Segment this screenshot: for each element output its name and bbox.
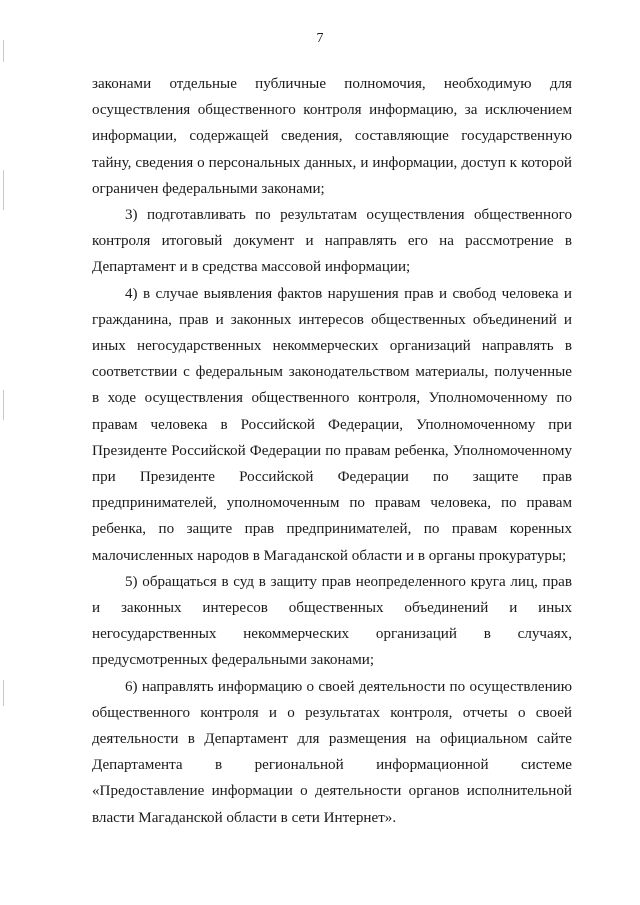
paragraph-item-4: 4) в случае выявления фактов нарушения прав и свобод человека и гражданина, прав и законных интересов общественных объединений и иных негосударственных некоммерческих организаций направлять в соответствии с федеральным законодательством материалы, полученные в ходе осуществления общественного контроля, Уполномоченному по правам человека в Российской Федерации, Уполномоченному при Президенте Российской Федерации по правам ребенка, Уполномоченному при Президенте Российской Федерации по защите прав предпринимателей, уполномоченным по правам человека, по правам ребенка, по защите прав предпринимателей, по правам коренных малочисленных народов в Магаданской области и в органы прокуратуры; bbox=[92, 285, 572, 564]
paragraph-continuation: законами отдельные публичные полномочия, необходимую для осуществления общественного контроля информацию, за исключением информации, содержащей сведения, составляющие государственную тайну, сведения о персональных данных, и информации, доступ к которой ограничен федеральными законами; bbox=[92, 76, 572, 197]
scan-edge-mark bbox=[3, 680, 4, 706]
page-number: 7 bbox=[316, 31, 324, 46]
scan-edge-mark bbox=[3, 390, 4, 420]
paragraph-item-6: 6) направлять информацию о своей деятельности по осуществлению общественного контроля и о результатах контроля, отчеты о своей деятельности в Департамент для размещения на официальном сайте Департамента в региональной информационной системе «Предоставление информации о деятельности органов исполнительной власти Магаданской области в сети Интернет». bbox=[92, 678, 572, 826]
document-body bbox=[92, 71, 572, 831]
paragraph-item-3: 3) подготавливать по результатам осуществления общественного контроля итоговый документ и направлять его на рассмотрение в Департамент и в средства массовой информации; bbox=[92, 207, 572, 276]
paragraph-item-5: 5) обращаться в суд в защиту прав неопределенного круга лиц, прав и законных интересов общественных объединений и иных негосударственных некоммерческих организаций в случаях, предусмотренных федеральными законами; bbox=[92, 573, 572, 669]
scan-edge-mark bbox=[3, 170, 4, 210]
